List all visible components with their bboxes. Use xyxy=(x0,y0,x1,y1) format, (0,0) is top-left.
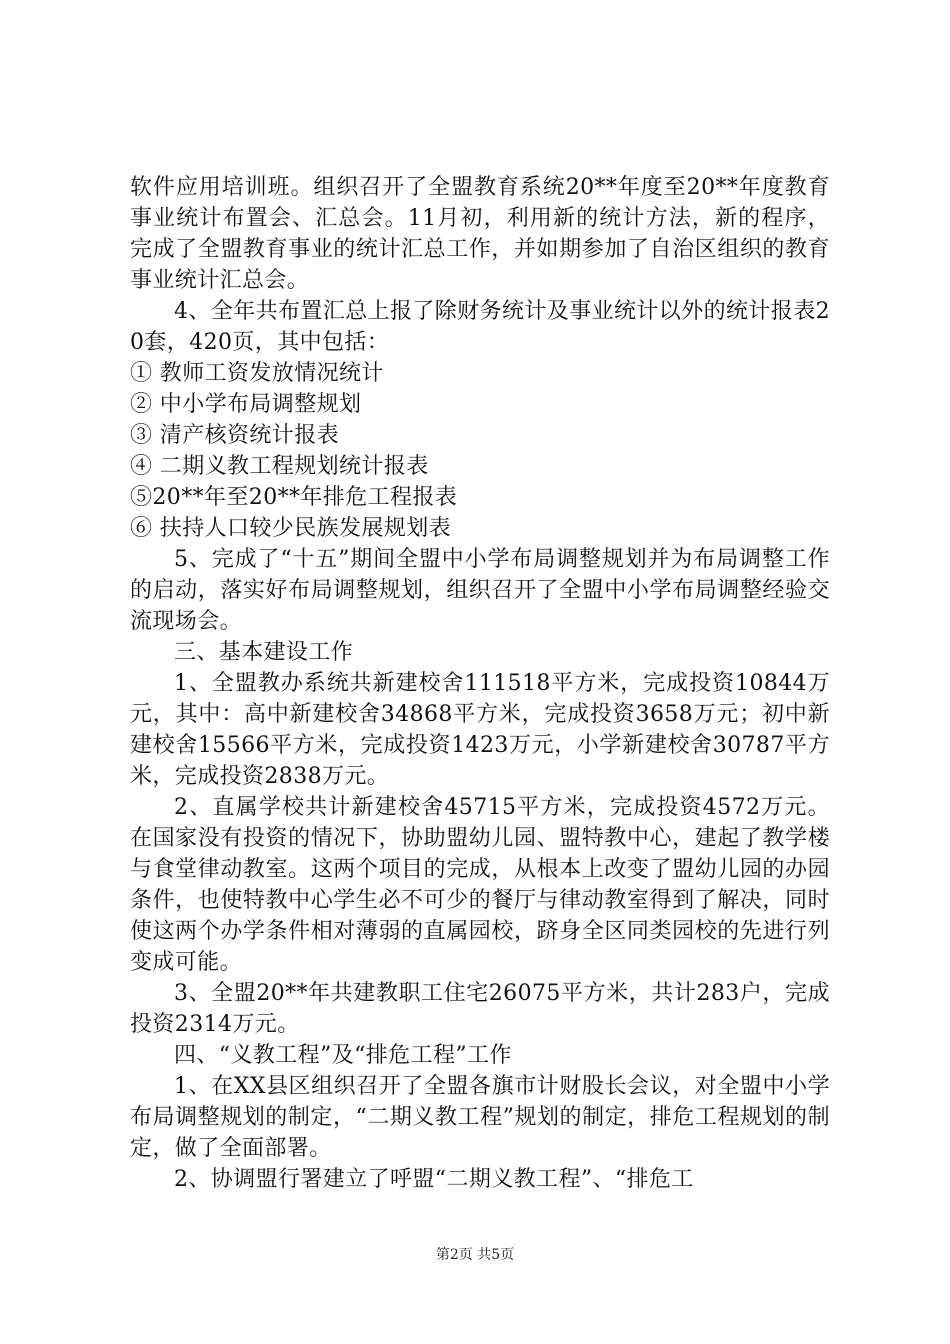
paragraph-construction-3: 3、全盟20**年共建教职工住宅26075平方米，共计283户，完成投资2314万元。 xyxy=(130,981,830,1037)
paragraph-project-2: 2、协调盟行署建立了呼盟“二期义教工程”、“排危工 xyxy=(174,1167,694,1192)
list-item: ⑥ 扶持人口较少民族发展规划表 xyxy=(130,516,451,541)
page-footer: 第2页 共5页 xyxy=(435,1247,515,1263)
document-body xyxy=(130,172,830,1195)
paragraph-continuation: 软件应用培训班。组织召开了全盟教育系统20**年度至20**年度教育事业统计布置会、汇总会。11月初，利用新的统计方法，新的程序，完成了全盟教育事业的统计汇总工作，并如期参加了自治区组织的教育事业统计汇总会。 xyxy=(130,175,830,293)
paragraph-item-4: 4、全年共布置汇总上报了除财务统计及事业统计以外的统计报表20套，420页，其中包括： xyxy=(130,299,830,355)
section-heading: 三、基本建设工作 xyxy=(174,640,354,665)
list-item: ④ 二期义教工程规划统计报表 xyxy=(130,454,429,479)
list-item: ③ 清产核资统计报表 xyxy=(130,423,339,448)
section-heading: 四、“义教工程”及“排危工程”工作 xyxy=(174,1043,512,1068)
list-item: ⑤20**年至20**年排危工程报表 xyxy=(130,485,458,510)
list-item: ② 中小学布局调整规划 xyxy=(130,392,362,417)
list-item: ① 教师工资发放情况统计 xyxy=(130,361,384,386)
paragraph-project-1: 1、在XX县区组织召开了全盟各旗市计财股长会议，对全盟中小学布局调整规划的制定，“二期义教工程”规划的制定，排危工程规划的制定，做了全面部署。 xyxy=(130,1074,830,1161)
paragraph-construction-2: 2、直属学校共计新建校舍45715平方米，完成投资4572万元。在国家没有投资的情况下，协助盟幼儿园、盟特教中心，建起了教学楼与食堂律动教室。这两个项目的完成，从根本上改变了盟幼儿园的办园条件，也使特教中心学生必不可少的餐厅与律动教室得到了解决，同时使这两个办学条件相对薄弱的直属园校，跻身全区同类园校的先进行列变成可能。 xyxy=(130,795,830,975)
paragraph-construction-1: 1、全盟教办系统共新建校舍111518平方米，完成投资10844万元，其中：高中新建校舍34868平方米，完成投资3658万元；初中新建校舍15566平方米，完成投资1423万元，小学新建校舍30787平方米，完成投资2838万元。 xyxy=(130,671,830,789)
paragraph-item-5: 5、完成了“十五”期间全盟中小学布局调整规划并为布局调整工作的启动，落实好布局调整规划，组织召开了全盟中小学布局调整经验交流现场会。 xyxy=(130,547,830,634)
